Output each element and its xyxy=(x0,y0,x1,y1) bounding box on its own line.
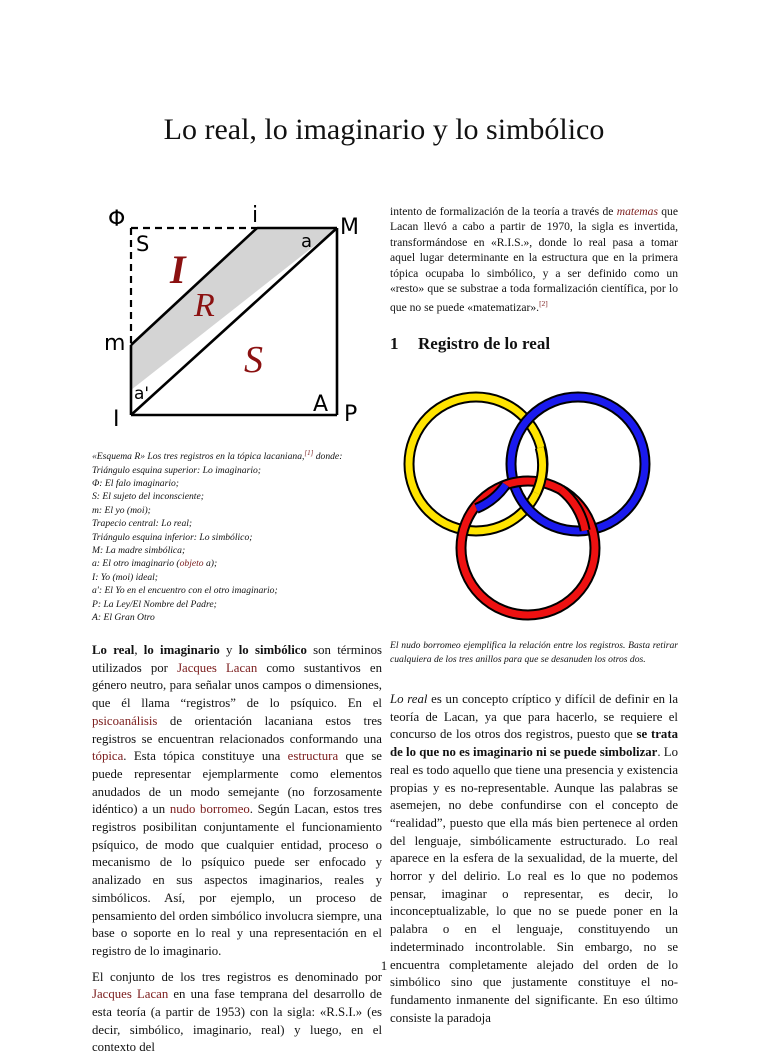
label-i: i xyxy=(252,203,259,228)
left-body xyxy=(92,642,382,1057)
right-body xyxy=(390,691,678,1027)
label-A: A xyxy=(313,392,329,417)
text-segment: El conjunto de los tres registros es denominado por xyxy=(92,969,382,984)
caption-line: A: El Gran Otro xyxy=(92,612,155,624)
link-psicoanalisis[interactable]: psicoanálisis xyxy=(92,713,158,728)
label-a: a xyxy=(301,231,313,252)
label-S: S xyxy=(136,232,150,256)
caption-first-line: «Esquema R» Los tres registros en la tópica lacaniana, xyxy=(92,451,305,463)
caption-line: S: El sujeto del inconsciente; xyxy=(92,491,204,503)
real-paragraph xyxy=(390,691,678,1027)
text-segment: de orientación lacaniana estos tres registros se encuentran relacionados conformando una xyxy=(92,713,382,746)
link-matemas[interactable]: matemas xyxy=(616,205,658,218)
text-segment: en una fase temprana del desarrollo de esta teoría (a partir de 1953) con la sigla: «R.S.I.» (es decir, simbólico, imaginario, real) y luego, en el contexto del xyxy=(92,987,382,1055)
caption-line: P: La Ley/El Nombre del Padre; xyxy=(92,598,217,610)
link-jacques-lacan-2[interactable]: Jacques Lacan xyxy=(92,987,169,1002)
caption-line: Φ: El falo imaginario; xyxy=(92,478,179,489)
intro-text-1: intento de formalización de la teoría a través de xyxy=(390,205,617,218)
label-P: P xyxy=(344,402,358,427)
caption-a-prefix: a: El otro imaginario ( xyxy=(92,558,180,570)
region-label-symbolic: S xyxy=(244,339,263,381)
section-heading xyxy=(390,334,550,354)
link-nudo-borromeo[interactable]: nudo borromeo xyxy=(169,802,250,817)
rsi-paragraph xyxy=(92,969,382,1057)
text-segment: son términos utilizados por xyxy=(92,643,383,675)
text-segment: , xyxy=(134,643,144,657)
caption-line: m: El yo (moi); xyxy=(92,504,151,516)
label-m: m xyxy=(104,331,126,356)
real-trapezoid xyxy=(131,228,337,390)
bold-term-real: Lo real xyxy=(92,643,135,657)
text-segment: . Lo real es todo aquello que tiene una presencia y existencia propias y es no-representable. Aunque las palabras se asemejen, no debe confundirse con el concepto de “realidad”, puesto que ella más bien pertenece al orden del lenguaje, simbólicamente estructurado. Lo real aparece en la esfera de la sexualidad, de la muerte, del horror y del delirio. Lo real es lo que no podemos pensar, imaginar o representar, es decir, lo inconceptualizable, lo que no se puede poner en la palabra o en el lenguaje, constituyendo un indeterminado incontrolable. Sin embargo, no se encuentra completamente alejado del orden de lo simbólico sino que justamente constituye el no-fundamento inmanente del significante. En eso último consiste la paradoja xyxy=(390,745,678,1025)
intro-ref-2[interactable]: [2] xyxy=(539,299,548,309)
page-title: Lo real, lo imaginario y lo simbólico xyxy=(163,113,605,146)
caption-line: I: Yo (moi) ideal; xyxy=(92,571,158,583)
link-objeto[interactable]: objeto xyxy=(179,558,204,570)
intro-definition-paragraph xyxy=(92,642,382,961)
link-estructura[interactable]: estructura xyxy=(287,749,339,764)
caption-ref-1[interactable]: [1] xyxy=(304,449,314,457)
section-title: Registro de lo real xyxy=(418,334,551,353)
text-segment: es un concepto críptico y difícil de definir en la teoría de Lacan, ya que para hacerlo, se requiere el concurso de los otros dos registros, puesto que xyxy=(390,692,679,742)
caption-line: Triángulo esquina superior: Lo imaginario; xyxy=(92,464,261,476)
label-phi: Φ xyxy=(108,207,126,232)
bold-term-imaginario: lo imaginario xyxy=(143,643,220,657)
text-segment: . Según Lacan, estos tres registros posibilitan conjuntamente el funcionamiento psíquico, de modo que cualquier entidad, proceso o mecanismo de lo psíquico puede ser enfocado y analizado en sus aspectos imaginarios, reales y simbólicos. Así, por ejemplo, un proceso de pensamiento del orden simbólico involucra siempre, una base o soporte en lo real y una representación en el registro de lo imaginario. xyxy=(92,802,382,958)
borromean-caption: El nudo borromeo ejemplifica la relación entre los registros. Basta retirar cualquiera de los tres anillos para que se desanuden los otros dos. xyxy=(390,640,678,665)
link-jacques-lacan[interactable]: Jacques Lacan xyxy=(177,660,258,675)
intro-text-2: que Lacan llevó a cabo a partir de 1970, la sigla es invertida, transformándose en «R.I.S.», donde lo real pasa a tomar aquel lugar determinante en la estructura que en la primera tópica ocupaba lo simbólico, y a ser definido como un «resto» que se substrae a toda formalización científica, por lo que no se puede «matematizar». xyxy=(390,205,678,315)
caption-line: Trapecio central: Lo real; xyxy=(92,518,193,530)
label-I: I xyxy=(113,407,120,432)
diagram-caption xyxy=(92,447,382,624)
page-number: 1 xyxy=(380,958,388,973)
link-topica[interactable]: tópica xyxy=(92,749,124,764)
bold-term-simbolico: lo simbólico xyxy=(238,643,307,657)
text-segment: y xyxy=(219,643,239,657)
text-segment: que se puede representar ejemplarmente como elementos anudados de un modo semejante (no forzosamente idéntico) a un xyxy=(92,749,382,817)
caption-line: a': El Yo en el encuentro con el otro imaginario; xyxy=(92,585,278,597)
caption-first-line-end: donde: xyxy=(313,451,343,463)
region-label-imaginary: I xyxy=(170,247,186,292)
label-a-prime: a' xyxy=(134,384,150,404)
caption-a-suffix: a); xyxy=(203,558,218,570)
section-number: 1 xyxy=(390,334,399,353)
caption-line: Triángulo esquina inferior: Lo simbólico; xyxy=(92,531,253,543)
bold-definition: se trata de lo que no es imaginario ni se puede simbolizar xyxy=(390,727,678,760)
label-M: M xyxy=(340,215,359,240)
italic-term-real: Lo real xyxy=(390,692,428,706)
region-label-real: R xyxy=(194,287,215,324)
borromean-rings xyxy=(392,380,682,630)
text-segment: como sustantivos en género neutro, para señalar unos campos o dimensiones, que él llama “registros” de lo psíquico. En el xyxy=(92,660,382,711)
schema-r-diagram xyxy=(90,195,390,435)
caption-line: M: La madre simbólica; xyxy=(92,545,186,557)
text-segment: . Esta tópica constituye una xyxy=(123,749,288,764)
intro-paragraph xyxy=(390,204,678,316)
